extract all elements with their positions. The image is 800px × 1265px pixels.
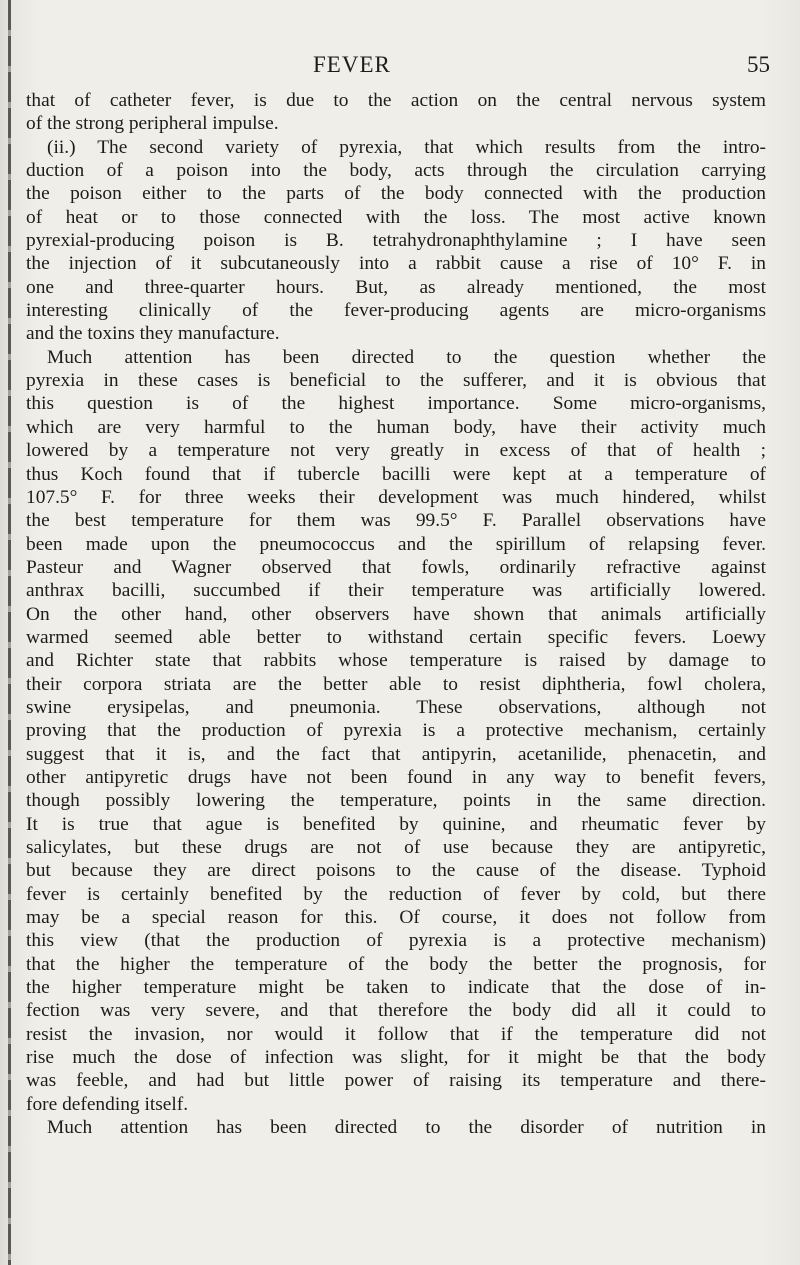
text-line: the best temperature for them was 99.5° F. Parallel observations have — [26, 510, 766, 532]
text-line: which are very harmful to the human body, have their activity much — [26, 416, 766, 438]
text-line: swine erysipelas, and pneumonia. These observations, although not — [26, 696, 766, 718]
text-line: this question is of the highest importance. Some micro-organisms, — [26, 393, 766, 415]
text-line: may be a special reason for this. Of course, it does not follow from — [26, 907, 766, 929]
page-header — [0, 52, 800, 82]
text-line: thus Koch found that if tubercle bacilli were kept at a temperature of — [26, 463, 766, 485]
text-line: this view (that the production of pyrexia is a protective mechanism) — [26, 930, 766, 952]
text-line: the higher temperature might be taken to indicate that the dose of in- — [26, 977, 766, 999]
text-line: the poison either to the parts of the body connected with the production — [26, 183, 766, 205]
text-line: fection was very severe, and that therefore the body did all it could to — [26, 1000, 766, 1022]
text-line: anthrax bacilli, succumbed if their temperature was artificially lowered. — [26, 580, 766, 602]
text-line: Much attention has been directed to the question whether the — [47, 346, 766, 368]
text-line: (ii.) The second variety of pyrexia, that which results from the intro- — [47, 136, 766, 158]
text-line: that the higher the temperature of the body the better the prognosis, for — [26, 953, 766, 975]
text-line: resist the invasion, nor would it follow that if the temperature did not — [26, 1023, 766, 1045]
text-line: and the toxins they manufacture. — [26, 323, 280, 345]
text-line: one and three-quarter hours. But, as already mentioned, the most — [26, 276, 766, 298]
text-line: Much attention has been directed to the disorder of nutrition in — [47, 1117, 766, 1139]
body-text — [26, 89, 766, 1139]
text-line: On the other hand, other observers have shown that animals artificially — [26, 603, 766, 625]
text-line: that of catheter fever, is due to the action on the central nervous system — [26, 90, 766, 111]
text-line: their corpora striata are the better able to resist diphtheria, fowl cholera, — [26, 673, 766, 695]
text-line: It is true that ague is benefited by quinine, and rheumatic fever by — [26, 813, 766, 835]
text-line: pyrexia in these cases is beneficial to the sufferer, and it is obvious that — [26, 370, 766, 392]
text-line: of heat or to those connected with the loss. The most active known — [26, 206, 766, 228]
text-line: salicylates, but these drugs are not of use because they are antipyretic, — [26, 837, 766, 858]
text-line: was feeble, and had but little power of raising its temperature and there- — [26, 1070, 766, 1092]
text-line: and Richter state that rabbits whose temperature is raised by damage to — [26, 650, 766, 672]
text-line: other antipyretic drugs have not been found in any way to benefit fevers, — [26, 766, 766, 788]
running-title: FEVER — [313, 52, 391, 77]
text-line: interesting clinically of the fever-producing agents are micro-organisms — [26, 300, 766, 322]
text-line: warmed seemed able better to withstand certain specific fevers. Loewy — [26, 626, 766, 648]
text-line: of the strong peripheral impulse. — [26, 113, 279, 135]
binding-gutter — [8, 0, 11, 1265]
text-line: Pasteur and Wagner observed that fowls, ordinarily refractive against — [26, 556, 766, 578]
text-line: pyrexial-producing poison is B. tetrahydronaphthylamine ; I have seen — [26, 230, 766, 252]
text-line: fore defending itself. — [26, 1093, 189, 1115]
text-line: but because they are direct poisons to the cause of the disease. Typhoid — [26, 860, 766, 882]
text-line: rise much the dose of infection was slight, for it might be that the body — [26, 1047, 766, 1069]
text-line: though possibly lowering the temperature, points in the same direction. — [26, 790, 766, 812]
text-line: duction of a poison into the body, acts through the circulation carrying — [26, 160, 766, 182]
text-line: the injection of it subcutaneously into a rabbit cause a rise of 10° F. in — [26, 253, 766, 275]
text-line: been made upon the pneumococcus and the spirillum of relapsing fever. — [26, 533, 766, 555]
page-number: 55 — [747, 52, 770, 77]
text-line: fever is certainly benefited by the reduction of fever by cold, but there — [26, 883, 766, 905]
text-line: proving that the production of pyrexia is a protective mechanism, certainly — [26, 720, 766, 742]
text-line: 107.5° F. for three weeks their development was much hindered, whilst — [26, 486, 766, 508]
text-line: suggest that it is, and the fact that antipyrin, acetanilide, phenacetin, and — [26, 743, 766, 765]
text-line: lowered by a temperature not very greatly in excess of that of health ; — [26, 440, 766, 462]
